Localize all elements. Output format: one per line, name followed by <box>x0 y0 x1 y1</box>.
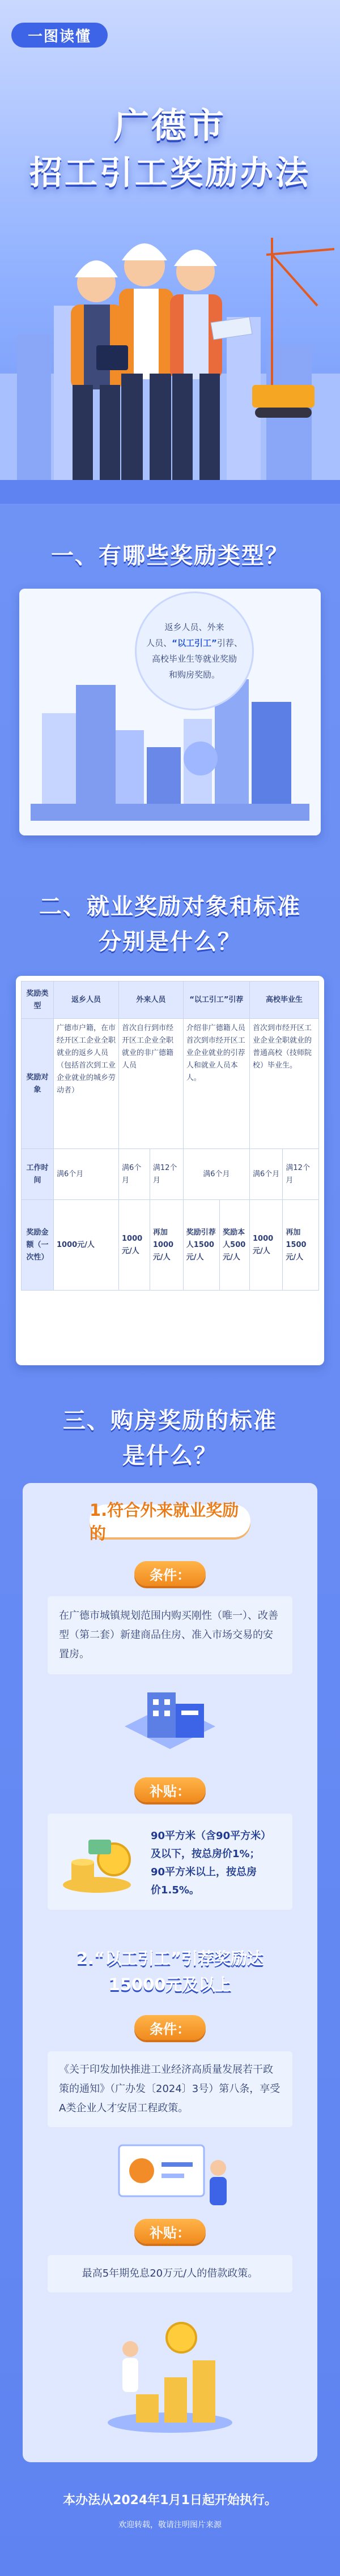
bubble-line2-a: 人员、 <box>146 638 172 648</box>
reward-table-panel <box>16 976 324 1365</box>
table-cell: 奖励本人500元/人 <box>220 1200 250 1291</box>
row-label-time: 工作时间 <box>22 1149 54 1200</box>
housing-building-illustration <box>113 1675 227 1760</box>
table-cell: 再加1500元/人 <box>283 1200 319 1291</box>
workers-illustration <box>0 204 340 504</box>
table-cell: 满6个月 <box>54 1149 119 1200</box>
part2-condition-tag: 条件： <box>134 2015 206 2040</box>
col-referral: “以工引工”引荐 <box>183 981 249 1019</box>
coins-illustration <box>54 1828 139 1896</box>
section3-title-line1: 三、购房奖励的标准 <box>63 1408 277 1434</box>
part1-heading: 1.符合外来就业奖励的 <box>90 1505 250 1537</box>
bubble-highlight: “以工引工” <box>172 638 217 648</box>
money-growth-illustration <box>96 2309 244 2440</box>
section1-bubble <box>135 592 254 710</box>
part2-heading-line1: 2.“以工引工”引荐奖励达 <box>76 1949 264 1968</box>
row-label-object: 奖励对象 <box>22 1019 54 1149</box>
table-cell: 广德市户籍，在市经开区工企业全职就业的返乡人员（包括首次到工业企业就业的城乡劳动者） <box>54 1019 119 1149</box>
header-tag: 一图读懂 <box>11 23 108 48</box>
table-cell: 首次到市经开区工业企业全职就业的普通高校（技师院校）毕业生。 <box>250 1019 319 1149</box>
table-row-amount <box>22 1200 319 1291</box>
bubble-line4: 和购房奖励。 <box>168 670 220 680</box>
reprint-note: 欢迎转载，敬请注明图片来源 <box>118 2521 222 2530</box>
part2-condition-text: 《关于印发加快推进工业经济高质量发展若干政策的通知》（广办发〔2024〕3号）第八条，享受A类企业人才安居工程政策。 <box>48 2051 292 2127</box>
table-cell: 1000元/人 <box>119 1200 150 1291</box>
presentation-illustration <box>96 2140 244 2208</box>
title-policy: 招工引工奖励办法 <box>29 153 311 192</box>
section1-title: 一、有哪些奖励类型？ <box>51 543 289 569</box>
col-outsider: 外来人员 <box>119 981 184 1019</box>
table-cell: 1000元/人 <box>250 1200 283 1291</box>
part1-subsidy-tag: 补贴： <box>134 1777 206 1802</box>
table-cell: 首次自行到市经开区工企业全职就业的非广德籍人员 <box>119 1019 184 1149</box>
table-cell: 满12个月 <box>150 1149 183 1200</box>
part2-heading-line2: 15000元及以上 <box>108 1975 232 1994</box>
bubble-line3: 高校毕业生等就业奖励 <box>151 654 237 664</box>
part1-condition-text: 在广德市城镇规划范围内购买刚性（唯一）、改善型（第二套）新建商品住房、准入市场交易的安置房。 <box>48 1596 292 1674</box>
table-corner: 奖励类型 <box>22 981 54 1019</box>
reward-table <box>21 981 319 1291</box>
bubble-line1: 返乡人员、外来 <box>164 622 224 632</box>
table-cell: 满6个月 <box>119 1149 150 1200</box>
section2-title-line1: 二、就业奖励对象和标准 <box>39 894 301 920</box>
bubble-line2 <box>146 635 243 651</box>
table-cell: 再加1000元/人 <box>150 1200 183 1291</box>
table-cell: 1000元/人 <box>54 1200 119 1291</box>
row-label-amount: 奖励金额（一次性） <box>22 1200 54 1291</box>
subsidy-line3: 90平方米以上，按总房 <box>151 1866 257 1878</box>
table-row-time <box>22 1149 319 1200</box>
bubble-line2-c: 引荐、 <box>216 638 243 648</box>
section3-title-line2: 是什么？ <box>122 1443 218 1469</box>
col-returnee: 返乡人员 <box>54 981 119 1019</box>
table-cell: 满6个月 <box>250 1149 283 1200</box>
part2-subsidy-tag: 补贴： <box>134 2219 206 2244</box>
table-cell: 满12个月 <box>283 1149 319 1200</box>
subsidy-line2: 及以下，按总房价1%； <box>151 1848 260 1860</box>
section2-title-line2: 分别是什么？ <box>99 929 241 955</box>
subsidy-line4: 价1.5%。 <box>151 1884 199 1896</box>
part2-subsidy-text: 最高5年期免息20万元/人的借款政策。 <box>48 2255 292 2292</box>
table-row-object <box>22 1019 319 1149</box>
table-cell: 满6个月 <box>183 1149 249 1200</box>
effective-date: 本办法从2024年1月1日起开始执行。 <box>63 2493 277 2508</box>
table-cell: 介绍非广德籍人员首次到市经开区工业企业就业的引荐人和就业人员本人。 <box>183 1019 249 1149</box>
table-cell: 奖励引荐人1500元/人 <box>183 1200 219 1291</box>
col-graduate: 高校毕业生 <box>250 981 319 1019</box>
table-header-row <box>22 981 319 1019</box>
subsidy-line1: 90平方米（含90平方米） <box>151 1830 271 1842</box>
title-city: 广德市 <box>113 105 226 146</box>
part1-subsidy-text <box>151 1827 287 1900</box>
part1-condition-tag: 条件： <box>134 1561 206 1586</box>
